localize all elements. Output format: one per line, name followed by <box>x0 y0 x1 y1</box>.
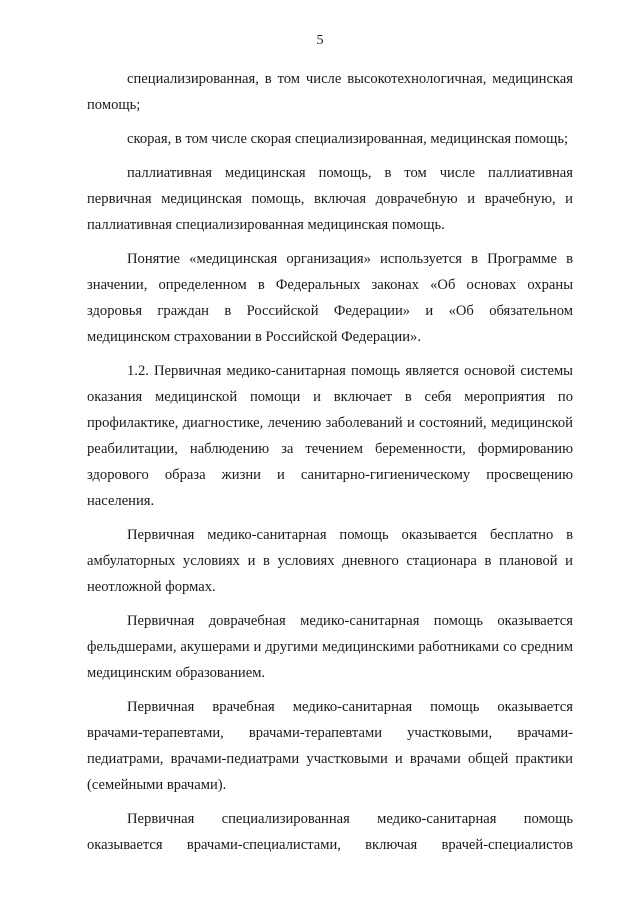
document-body <box>87 66 573 866</box>
paragraph: Понятие «медицинская организация» используется в Программе в значении, определенном в Федеральных законах «Об основах охраны здоровья граждан в Российской Федерации» и «Об обязательном медицинском страховании в Российской Федерации». <box>87 251 573 345</box>
paragraph: Первичная доврачебная медико-санитарная помощь оказывается фельдшерами, акушерами и другими медицинскими работниками со средним медицинским образованием. <box>87 613 573 681</box>
paragraph: специализированная, в том числе высокотехнологичная, медицинская помощь; <box>87 71 573 113</box>
paragraph: Первичная медико-санитарная помощь оказывается бесплатно в амбулаторных условиях и в условиях дневного стационара в плановой и неотложной формах. <box>87 527 573 595</box>
page-number: 5 <box>316 33 324 48</box>
paragraph: 1.2. Первичная медико-санитарная помощь является основой системы оказания медицинской помощи и включает в себя мероприятия по профилактике, диагностике, лечению заболеваний и состояний, медицинской реабилитации, наблюдению за течением беременности, формированию здорового образа жизни и санитарно-гигиеническому просвещению населения. <box>87 363 573 509</box>
paragraph: Первичная врачебная медико-санитарная помощь оказывается врачами-терапевтами, врачами-терапевтами участковыми, врачами-педиатрами, врачами-педиатрами участковыми и врачами общей практики (семейными врачами). <box>87 699 573 793</box>
paragraph: Первичная специализированная медико-санитарная помощь оказывается врачами-специалистами, включая врачей-специалистов <box>87 811 573 853</box>
paragraph: паллиативная медицинская помощь, в том числе паллиативная первичная медицинская помощь, включая доврачебную и врачебную, и паллиативная специализированная медицинская помощь. <box>87 165 573 233</box>
paragraph: скорая, в том числе скорая специализированная, медицинская помощь; <box>127 131 569 147</box>
